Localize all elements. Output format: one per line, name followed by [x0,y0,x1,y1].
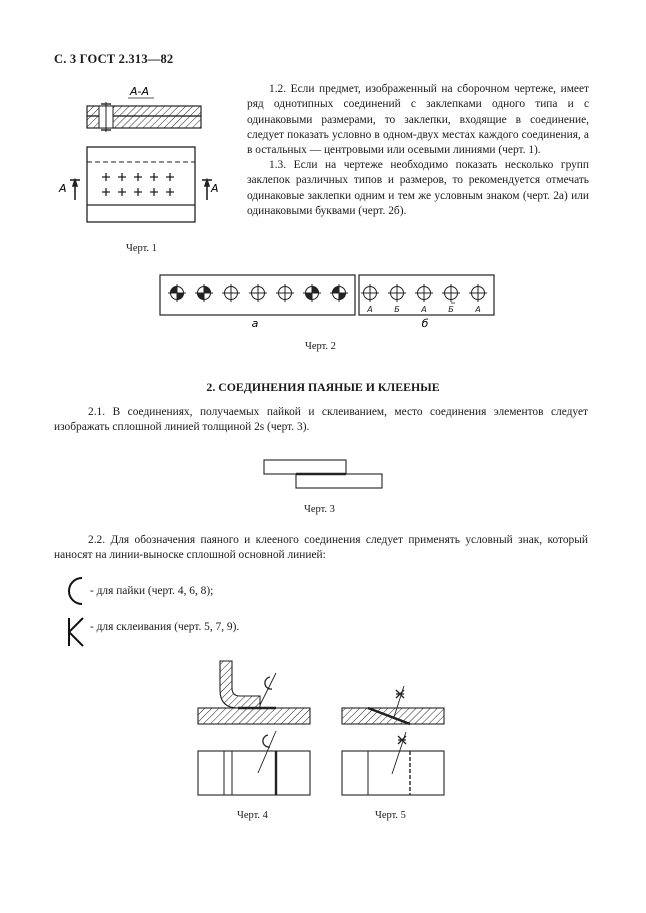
letter-5: А [475,305,481,314]
scarf-joint [342,708,444,724]
figure-2-caption: Черт. 2 [305,341,336,352]
base-plate [198,708,310,724]
figure-4 [194,655,314,803]
paragraph-2-1: 2.1. В соединениях, получаемых пайкой и склеиванием, место соединения элементов следует изображать сплошной линией толщиной 2s (черт. 3). [54,406,588,434]
figure-5 [338,680,448,800]
glue-mark-icon [396,690,404,698]
plan-view [87,147,195,222]
glue-label: - для склеивания (черт. 5, 7, 9). [90,621,240,633]
label-a: а [251,317,259,330]
figure-1-caption: Черт. 1 [126,243,157,254]
glue-symbol-icon [64,615,88,649]
paragraph-1-2: 1.2. Если предмет, изображенный на сборочном чертеже, имеет ряд однотипных соединений с заклепками одного типа и с одинаковыми размерами, то заклепки, входящие в соединение, следует показать условно в одном-двух местах каждого соединения, а в остальных — центровыми или осевыми линиями (черт. 1). [247,83,589,157]
letter-1: А [367,305,373,314]
letter-4: Б [448,305,454,314]
letter-3: А [421,305,427,314]
section-label: А-А [130,85,150,98]
section-2-title: 2. СОЕДИНЕНИЯ ПАЯНЫЕ И КЛЕЕНЫЕ [206,380,440,394]
solder-symbol-icon [64,575,88,607]
figure-3 [260,457,388,493]
rivets-group-b [361,284,487,302]
arrow-label-left: А [59,182,67,195]
solder-label: - для пайки (черт. 4, 6, 8); [90,585,214,597]
figure-4-caption: Черт. 4 [237,810,268,821]
arrow-label-right: А [211,182,219,195]
paragraph-2-2: 2.2. Для обозначения паяного и клееного соединения следует применять условный знак, который наносят на линии-выноске сплошной основной линией: [54,534,588,562]
letter-2: Б [394,305,400,314]
figure-3-caption: Черт. 3 [304,504,335,515]
plan-view [198,751,310,795]
figure-2 [155,270,500,332]
plan-view [342,751,444,795]
bent-plate [220,661,260,708]
solder-mark-plan-icon [263,735,270,747]
figure-1 [54,82,244,242]
figure-5-caption: Черт. 5 [375,810,406,821]
paragraph-1-3: 1.3. Если на чертеже необходимо показать несколько групп заклепок различных типов и размеров, то рекомендуется отмечать одинаковые заклепки одним и тем же условным знаком (черт. 2а) или одинаковыми буквами (черт. 2б). [247,159,589,217]
page-header: С. 3 ГОСТ 2.313—82 [54,52,174,66]
lower-sheet [296,474,382,488]
section-arrow-left [70,180,80,200]
leader-line-plan [258,731,276,773]
rivet-marks [102,173,174,196]
rivets-group-a [168,284,348,302]
upper-sheet [264,460,346,474]
label-b: б [421,317,429,330]
